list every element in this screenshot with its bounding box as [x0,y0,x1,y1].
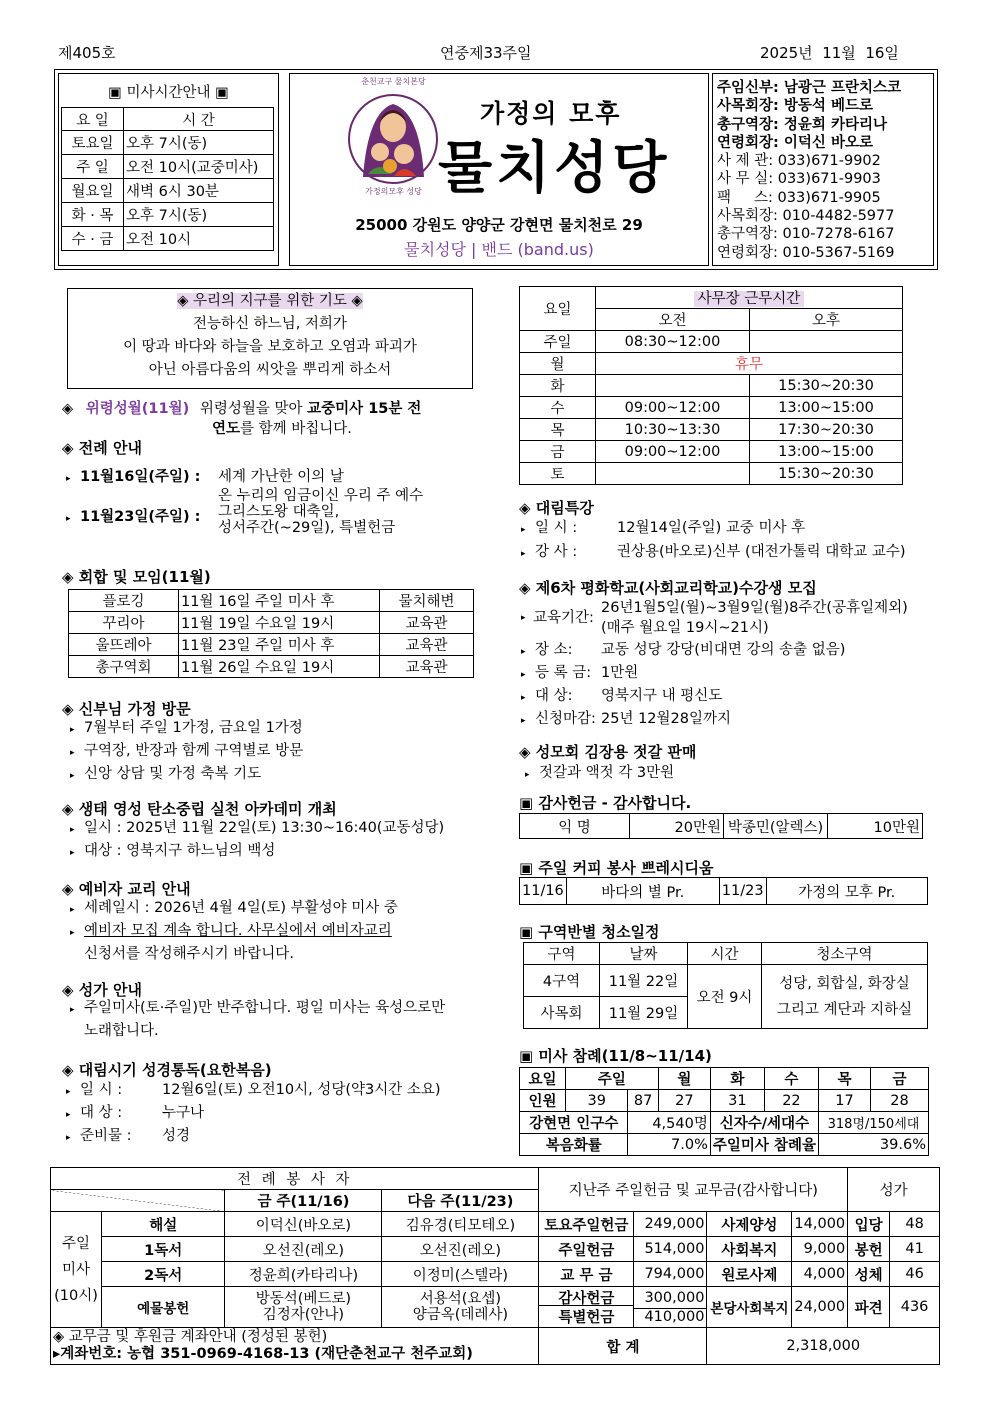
souls-month-bold1: 교중미사 15분 전 [307,401,422,417]
coffee-title: ▣ 주일 커피 봉사 쁘레시디움 [519,859,714,877]
attend-bel-label: 신자수/세대수 [710,1112,818,1134]
list-item: 일시 : 2025년 11월 22일(토) 13:30~16:40(교동성당) [84,820,445,836]
mass-header-day: 요 일 [62,108,124,131]
liturgy-date-1: 11월16일(주일) : [80,469,201,485]
catechumen-title: 예비자 교리 안내 [78,880,191,898]
attend-h1: 주일 [566,1068,659,1090]
attend-sun: 87 [628,1090,658,1112]
souls-month-line2 [212,417,352,438]
office-pm [750,331,903,353]
diamond-icon: ◈ [62,568,74,586]
peace-value-4: 영북지구 내 평신도 [601,688,723,704]
attend-h2: 월 [658,1068,710,1090]
staff-line: 사 무 실: 033)671-9903 [717,171,881,188]
coffee-table [519,877,928,905]
bullet-icon: ▸ [521,525,526,535]
cleaning-area-2: 그리고 계단과 지하실 [776,1001,913,1018]
peace-label-2: 장 소: [535,642,573,658]
account-line-1: ◈ 교무금 및 후원금 계좌안내 (정성된 봉헌) [53,1329,328,1345]
catechumen-list [70,898,398,965]
meeting-place: 물치해변 [380,590,474,612]
servers-role-2: 1독서 [102,1237,225,1262]
servers-this-4b: 김정자(안나) [262,1307,345,1323]
off-label-1: 토요주일헌금 [539,1212,634,1237]
office-day: 화 [520,375,596,397]
diamond-icon: ◈ [519,743,531,761]
office-am [596,375,750,397]
cleaning-header-date: 날짜 [600,943,688,965]
office-am: 09:00~12:00 [596,441,750,463]
hymn-list [70,998,445,1042]
attend-rate-label: 주일미사 참례율 [710,1134,818,1156]
off-val-4a: 300,000 [634,1290,706,1309]
liturgy-text-1: 세계 가난한 이의 날 [218,469,344,485]
parish-title: 물치성당 [438,136,671,201]
attend-ret-label: 복음화률 [520,1134,628,1156]
coffee-date-1: 11/16 [520,878,567,905]
list-label: 준비물 : [80,1128,132,1144]
diamond-icon: ◈ [519,579,531,597]
liturgy-heading [62,437,142,458]
meeting-time: 11월 19일 수요일 19시 [179,612,380,634]
thanks-name-1: 익 명 [520,814,630,839]
diamond-icon: ◈ [62,981,74,999]
kimjang-title: 성모회 김장용 젓갈 판매 [535,743,697,761]
catechumen-item-2: 예비자 모집 계속 합니다. 사무실에서 예비자교리 [84,923,392,939]
priest-visit-heading [62,698,191,719]
attend-fri: 28 [870,1090,928,1112]
off-val-4b: 410,000 [644,1308,705,1325]
thanks-title: ▣ 감사헌금 - 감사합니다. [519,794,692,812]
attend-h3: 화 [710,1068,764,1090]
office-pm: 15:30~20:30 [750,463,903,485]
meetings-table [68,589,474,678]
academy-heading [62,798,337,819]
staff-line: 사목회장: 010-4482-5977 [717,208,895,225]
earth-prayer-box [67,288,473,389]
kimjang-item-1: 젓갈과 액젓 각 3만원 [539,765,675,781]
office-day: 목 [520,419,596,441]
advent-heading [519,497,594,518]
servers-next-week: 다음 주(11/23) [382,1190,539,1212]
hymn-label-3: 성체 [848,1262,890,1287]
office-day: 월 [520,353,596,375]
bottom-table [50,1167,940,1365]
peace-value-5: 25년 12월28일까지 [601,711,731,727]
mass-time: 오후 7시(동) [124,131,274,155]
attend-ret: 7.0% [628,1134,710,1156]
bullet-icon: ▸ [521,693,526,703]
office-am: 08:30~12:00 [596,331,750,353]
hymn-val-3: 46 [890,1262,940,1287]
off-val-3: 794,000 [634,1262,707,1287]
staff-directory [712,73,934,266]
mass-time: 새벽 6시 30분 [124,179,274,203]
cleaning-time: 오전 9시 [688,965,762,1029]
logo-bottom-text: 가정의모후 성당 [365,187,422,196]
offering-hymn-header: 성가 [848,1168,940,1212]
mass-day: 수 · 금 [62,227,124,251]
attend-h5: 목 [818,1068,870,1090]
souls-month-label: 위령성월(11월) [85,401,190,417]
bullet-icon: ▸ [70,748,75,758]
list-value: 성경 [162,1128,191,1144]
prayer-line-3: 아닌 아름다움의 씨앗을 뿌리게 하소서 [148,362,392,378]
meeting-time: 11월 23일 주일 미사 후 [179,634,380,656]
bullet-icon: ▸ [70,825,75,835]
diamond-icon: ◈ [62,880,74,898]
catechumen-item-1: 세례일시 : 2026년 4월 4일(토) 부활성야 미사 중 [84,900,398,916]
cleaning-header-area: 청소구역 [762,943,928,965]
peace-label-1: 교육기간: [533,610,594,626]
servers-role-4: 예물봉헌 [102,1287,225,1328]
servers-this-4a: 방동석(베드로) [255,1291,352,1307]
list-value: 12월6일(토) 오전10시, 성당(약3시간 소요) [162,1082,441,1098]
hymn-heading [62,979,142,1000]
staff-line: 연령회장: 010-5367-5169 [717,244,895,261]
coffee-date-2: 11/23 [719,878,766,905]
bullet-icon: ▸ [70,771,75,781]
attend-h0: 요일 [520,1068,566,1090]
hymn-label-4: 파견 [848,1287,890,1328]
advent-title: 대림특강 [535,499,594,517]
office-hours-table [519,286,903,485]
prayer-title: ◈ 우리의 지구를 위한 기도 ◈ [177,293,363,309]
souls-month-bold2: 연도 [212,421,241,437]
attend-tue: 31 [710,1090,764,1112]
servers-role-3: 2독서 [102,1262,225,1287]
meeting-place: 교육관 [380,612,474,634]
peace-value-2: 교동 성당 강당(비대면 강의 송출 없음) [601,642,846,658]
diamond-icon: ◈ [62,439,74,457]
bullet-icon: ▸ [521,549,526,559]
priest-visit-list [70,718,303,787]
servers-this-1: 이덕신(바오로) [225,1212,382,1237]
bullet-icon: ▸ [521,670,526,680]
servers-this-3: 정윤희(카타리나) [225,1262,382,1287]
catechumen-item-3: 신청서를 작성해주시기 바랍니다. [84,946,294,962]
peace-label-5: 신청마감: [535,711,596,727]
parish-subtitle: 가정의 모후 [480,99,622,128]
attend-rate: 39.6% [818,1134,928,1156]
mass-time: 오후 7시(동) [124,203,274,227]
hymn-item-1: 주일미사(토·주일)만 반주합니다. 평일 미사는 육성으로만 [84,1000,446,1016]
prayer-line-1: 전능하신 하느님, 저희가 [193,316,347,332]
offering-total: 2,318,000 [707,1328,940,1365]
attendance-table [519,1067,929,1156]
office-col-am: 오전 [596,309,750,331]
bullet-icon: ▸ [521,613,526,623]
liturgy-item-1 [66,465,201,486]
attend-pop: 4,540명 [628,1112,710,1134]
peace-heading [519,577,817,598]
meeting-time: 11월 16일 주일 미사 후 [179,590,380,612]
souls-month [62,397,421,418]
bullet-icon: ▸ [521,647,526,657]
off-val-2: 514,000 [634,1237,707,1262]
mass-day: 주 일 [62,155,124,179]
liturgy-text-2a: 온 누리의 임금이신 우리 주 예수 [218,488,424,504]
cleaning-date-2: 11월 29일 [600,997,688,1029]
servers-group-1: 주일 [61,1235,90,1252]
cleaning-zone-1: 4구역 [524,965,600,997]
staff-line: 총구역장: 정윤희 카타리나 [717,116,887,133]
thanks-table [519,813,923,839]
hymn-label-2: 봉헌 [848,1237,890,1262]
attend-mon: 27 [658,1090,710,1112]
off-label-4c: 본당사회복지 [707,1287,792,1328]
servers-this-week: 금 주(11/16) [225,1190,382,1212]
list-item: 7월부터 주일 1가정, 금요일 1가정 [84,720,303,736]
offering-title: 지난주 주일헌금 및 교무금(감사합니다) [539,1168,848,1212]
band-link[interactable]: 물치성당 | 밴드 (band.us) [404,240,594,259]
parish-logo-icon [338,82,448,197]
mass-time: 오전 10시(교중미사) [124,155,274,179]
servers-next-2: 오선진(레오) [382,1237,539,1262]
servers-this-2: 오선진(레오) [225,1237,382,1262]
servers-corner [51,1190,225,1212]
list-value: 12월14일(주일) 교중 미사 후 [617,520,806,536]
peace-value-1a: 26년1월5일(월)~3월9일(월)8주간(공휴일제외) [601,600,908,616]
off-val-2b: 9,000 [792,1237,848,1262]
logo-top-text: 춘천교구 물치본당 [361,77,426,86]
cleaning-area-1: 성당, 회합실, 화장실 [779,975,910,992]
bullet-icon: ▸ [521,716,526,726]
staff-line: 주임신부: 남광근 프란치스코 [717,80,901,96]
meeting-name: 플로깅 [69,590,179,612]
cleaning-zone-2: 사목회 [524,997,600,1029]
peace-label-4: 대 상: [535,688,573,704]
office-am: 10:30~13:30 [596,419,750,441]
list-label: 대 상 : [80,1105,123,1121]
bullet-icon: ▸ [66,1087,71,1097]
liturgy-text-2c: 성서주간(~29일), 특별헌금 [218,520,396,536]
peace-title: 제6차 평화학교(사회교리학교)수강생 모집 [535,579,817,597]
off-label-1b: 사제양성 [707,1212,792,1237]
title-box [289,73,709,266]
bullet-icon: ▸ [66,1133,71,1143]
staff-line: 총구역장: 010-7278-6167 [717,226,895,243]
bullet-icon: ▸ [66,514,71,524]
list-item: 신앙 상담 및 가정 축복 기도 [84,766,262,782]
servers-next-4a: 서용석(요셉) [419,1291,502,1307]
off-val-3b: 4,000 [792,1262,848,1287]
office-am: 09:00~12:00 [596,397,750,419]
meeting-time: 11월 26일 수요일 19시 [179,656,380,678]
servers-next-3: 이정미(스텔라) [382,1262,539,1287]
diamond-icon: ◈ [62,800,74,818]
servers-title: 전 례 봉 사 자 [51,1168,539,1190]
mass-header-time: 시 간 [124,108,274,131]
account-line-2: ▸계좌번호: 농협 351-0969-4168-13 (재단춘천교구 천주교회) [53,1346,473,1362]
meetings-title: 회합 및 모임(11월) [78,568,211,586]
bullet-icon: ▸ [70,1005,75,1015]
office-pm: 13:00~15:00 [750,397,903,419]
off-label-3: 교 무 금 [539,1262,634,1287]
off-label-2: 주일헌금 [539,1237,634,1262]
office-col-day: 요일 [520,287,596,331]
hymn-item-2: 노래합니다. [84,1023,159,1039]
servers-next-4b: 양금옥(데레사) [412,1307,509,1323]
parish-address: 25000 강원도 양양군 강현면 물치천로 29 [355,216,643,234]
off-val-1: 249,000 [634,1212,707,1237]
office-closed: 휴무 [596,353,903,375]
attend-h4: 수 [764,1068,818,1090]
cleaning-table [523,942,928,1029]
offering-total-label: 합 계 [539,1328,707,1365]
thanks-name-2: 박종민(알렉스) [724,814,828,839]
liturgy-text-2 [218,488,423,536]
kimjang-item [525,761,674,782]
attendance-title: ▣ 미사 참례(11/8~11/14) [519,1047,712,1065]
mass-day: 월요일 [62,179,124,203]
bullet-icon: ▸ [70,928,75,938]
bible-heading [62,1059,272,1080]
catechumen-heading [62,878,191,899]
mass-times-box [58,73,279,266]
hymn-label-1: 입당 [848,1212,890,1237]
off-label-4b: 특별헌금 [558,1310,615,1326]
servers-next-1: 김유경(티모테오) [382,1212,539,1237]
attend-sat: 39 [566,1090,628,1112]
office-am [596,463,750,485]
mass-times-table [61,107,274,251]
meetings-heading [62,566,211,587]
bullet-icon: ▸ [70,725,75,735]
bullet-icon: ▸ [70,905,75,915]
diamond-icon: ◈ [62,700,74,718]
attend-h6: 금 [870,1068,928,1090]
attend-row-label: 인원 [520,1090,566,1112]
list-label: 일 시 : [80,1082,123,1098]
list-value: 권상용(바오로)신부 (대전가톨릭 대학교 교수) [617,544,906,560]
liturgy-date-2: 11월23일(주일) : [80,509,201,525]
staff-line: 사 제 관: 033)671-9902 [717,153,881,170]
bullet-icon: ▸ [525,770,530,780]
diamond-icon: ◈ [62,401,74,417]
hymn-val-1: 48 [890,1212,940,1237]
servers-group-3: (10시) [54,1287,98,1304]
servers-role-1: 해설 [102,1212,225,1237]
staff-line: 연령회장: 이덕신 바오로 [717,134,873,151]
meeting-name: 꾸리아 [69,612,179,634]
staff-line: 팩 스: 033)671-9905 [717,189,881,206]
office-pm: 17:30~20:30 [750,419,903,441]
bullet-icon: ▸ [66,1110,71,1120]
souls-month-text1: 위령성월을 맞아 [199,401,308,417]
liturgy-title: 전례 안내 [78,439,142,457]
staff-line: 사목회장: 방동석 베드로 [717,98,873,115]
bible-title: 대림시기 성경통독(요한복음) [78,1061,272,1079]
list-value: 누구나 [162,1105,205,1121]
servers-group-2: 미사 [61,1261,90,1278]
academy-title: 생태 영성 탄소중립 실천 아카데미 개최 [78,800,337,818]
cleaning-title: ▣ 구역반별 청소일정 [519,923,660,941]
liturgical-week: 연중제33주일 [440,44,532,62]
prayer-line-2: 이 땅과 바다와 하늘을 보호하고 오염과 파괴가 [123,339,417,355]
souls-month-text2: 를 함께 바칩니다. [240,421,352,437]
bullet-icon: ▸ [70,848,75,858]
diamond-icon: ◈ [519,499,531,517]
attend-wed: 22 [764,1090,818,1112]
off-label-3b: 원로사제 [707,1262,792,1287]
off-val-4c: 24,000 [792,1287,848,1328]
office-pm: 15:30~20:30 [750,375,903,397]
attend-pop-label: 강현면 인구수 [520,1112,628,1134]
thanks-amount-1: 20만원 [630,814,724,839]
mass-time: 오전 10시 [124,227,274,251]
mass-day: 토요일 [62,131,124,155]
hymn-val-2: 41 [890,1237,940,1262]
hymn-val-4: 436 [890,1287,940,1328]
liturgy-item-2 [66,505,201,526]
liturgy-text-2b: 그리스도왕 대축일, [218,504,340,520]
priest-visit-title: 신부님 가정 방문 [78,700,191,718]
academy-list [70,818,444,864]
meeting-name: 총구역회 [69,656,179,678]
list-item: 대상 : 영북지구 하느님의 백성 [84,843,276,859]
office-pm: 13:00~15:00 [750,441,903,463]
advent-list [521,517,906,565]
peace-value-1b: (매주 월요일 19시~21시) [601,620,769,636]
office-day: 수 [520,397,596,419]
list-item: 구역장, 반장과 함께 구역별로 방문 [84,743,304,759]
office-day: 주일 [520,331,596,353]
kimjang-heading [519,741,696,762]
coffee-group-2: 가정의 모후 Pr. [766,878,927,905]
bullet-icon: ▸ [66,474,71,484]
thanks-amount-2: 10만원 [828,814,923,839]
hymn-title: 성가 안내 [78,981,142,999]
attend-thu: 17 [818,1090,870,1112]
issue-date: 2025년 11월 16일 [760,44,899,62]
off-label-2b: 사회복지 [707,1237,792,1262]
office-col-pm: 오후 [750,309,903,331]
off-val-1b: 14,000 [792,1212,848,1237]
cleaning-header-zone: 구역 [524,943,600,965]
list-label: 강 사 : [535,544,578,560]
meeting-place: 교육관 [380,634,474,656]
peace-label-3: 등 록 금: [535,665,592,681]
meeting-name: 울뜨레아 [69,634,179,656]
off-label-4a: 감사헌금 [539,1287,633,1306]
mass-day: 화 · 목 [62,203,124,227]
coffee-group-1: 바다의 별 Pr. [566,878,719,905]
peace-list [521,598,908,732]
office-day: 금 [520,441,596,463]
diamond-icon: ◈ [62,1061,74,1079]
office-day: 토 [520,463,596,485]
list-label: 일 시 : [535,520,578,536]
issue-number: 제405호 [58,44,116,62]
attend-bel: 318명/150세대 [818,1112,928,1134]
peace-value-3: 1만원 [601,665,639,681]
mass-times-title: ▣ 미사시간안내 ▣ [108,85,229,101]
cleaning-header-time: 시간 [688,943,762,965]
office-title: 사무장 근무시간 [694,291,805,307]
cleaning-date-1: 11월 22일 [600,965,688,997]
bible-list [66,1080,441,1149]
meeting-place: 교육관 [380,656,474,678]
